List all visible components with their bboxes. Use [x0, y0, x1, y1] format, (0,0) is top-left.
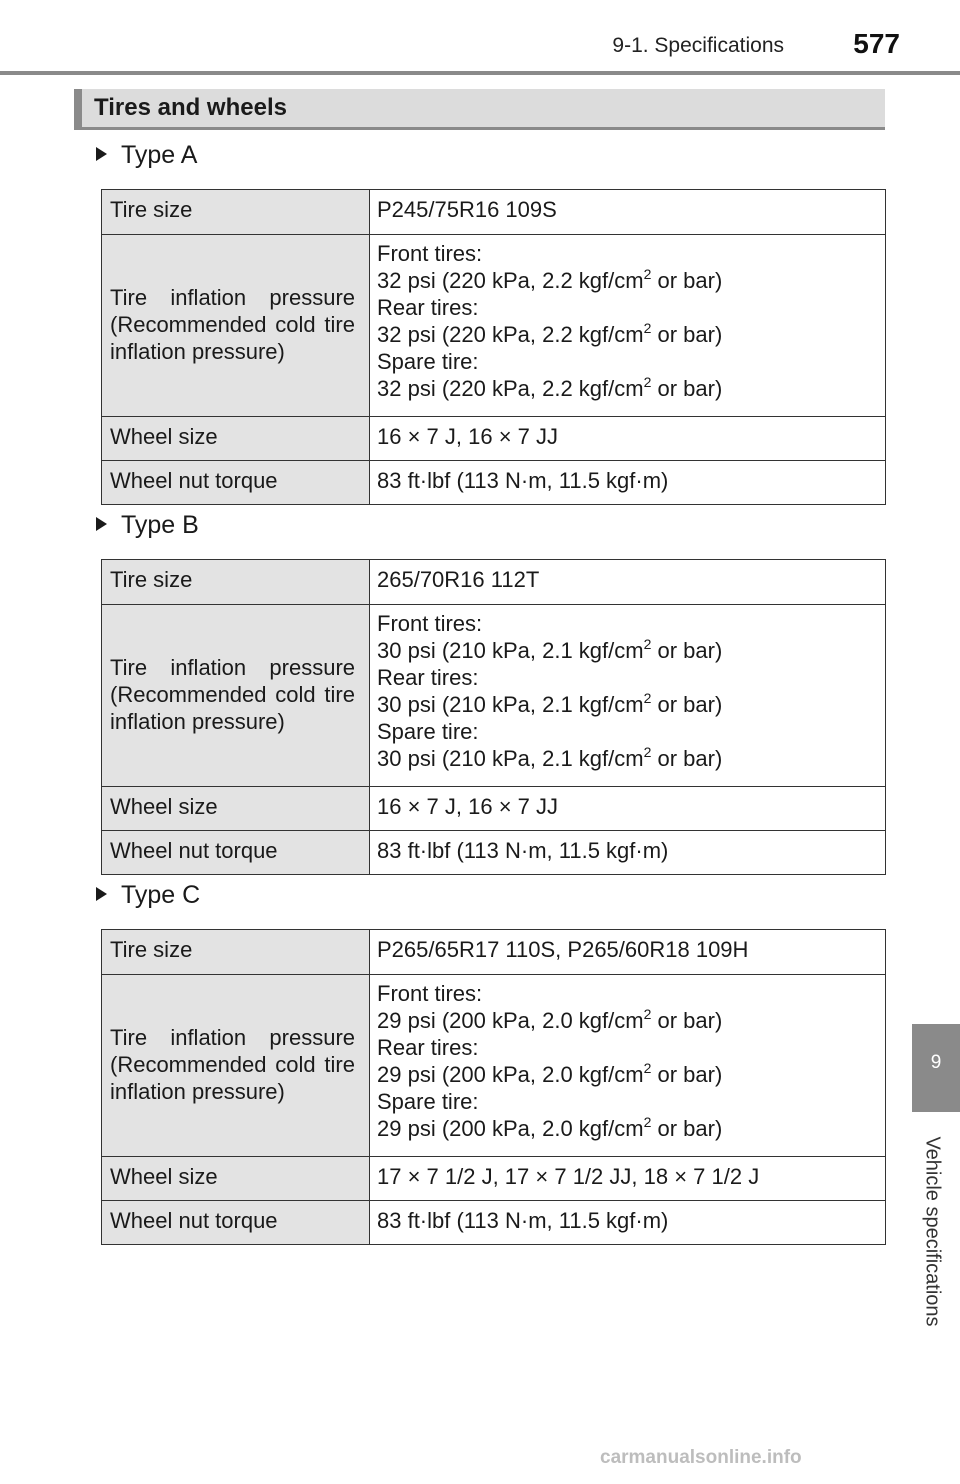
wheel-size-value: 16 × 7 J, 16 × 7 JJ: [370, 787, 886, 831]
inflation-label: Tire inflation pressure (Recommended cold tire inflation pressure): [102, 975, 370, 1157]
table-row: [102, 831, 886, 875]
page-number: 577: [853, 28, 900, 59]
inflation-value: Front tires: 32 psi (220 kPa, 2.2 kgf/$cm^2$ or bar) Rear tires: 32 psi (220 kPa, 2.2 kgf/$cm^2$ or bar) Spare tire: 32 psi (220 kPa, 2.2 kgf/$cm^2$ or bar): [370, 235, 886, 417]
table-row: [102, 930, 886, 975]
table-row: [102, 605, 886, 787]
watermark: carmanualsonline.info: [600, 1447, 802, 1468]
triangle-bullet-icon: [96, 887, 107, 901]
nut-torque-value: 83 ft·lbf (113 N·m, 11.5 kgf·m): [370, 461, 886, 505]
tire-size-value: 265/70R16 112T: [370, 560, 886, 605]
triangle-bullet-icon: [96, 147, 107, 161]
type-a-table: [101, 189, 886, 505]
nut-torque-value: 83 ft·lbf (113 N·m, 11.5 kgf·m): [370, 831, 886, 875]
tire-size-value: P265/65R17 110S, P265/60R18 109H: [370, 930, 886, 975]
type-c-label: Type C: [96, 881, 200, 910]
wheel-size-label: Wheel size: [102, 1157, 370, 1201]
header-section-title: 9-1. Specifications: [612, 34, 784, 57]
table-row: [102, 787, 886, 831]
nut-torque-label: Wheel nut torque: [102, 1201, 370, 1245]
inflation-value: Front tires: 30 psi (210 kPa, 2.1 kgf/$cm^2$ or bar) Rear tires: 30 psi (210 kPa, 2.1 kgf/$cm^2$ or bar) Spare tire: 30 psi (210 kPa, 2.1 kgf/$cm^2$ or bar): [370, 605, 886, 787]
type-b-label: Type B: [96, 511, 199, 540]
table-row: [102, 417, 886, 461]
chapter-tab[interactable]: 9: [912, 1024, 960, 1112]
wheel-size-label: Wheel size: [102, 787, 370, 831]
tire-size-label: Tire size: [102, 930, 370, 975]
tire-size-label: Tire size: [102, 560, 370, 605]
chapter-tab-label: Vehicle specifications: [921, 1136, 944, 1327]
table-row: [102, 975, 886, 1157]
table-row: [102, 1201, 886, 1245]
table-row: [102, 1157, 886, 1201]
wheel-size-value: 17 × 7 1/2 J, 17 × 7 1/2 JJ, 18 × 7 1/2 J: [370, 1157, 886, 1201]
table-row: [102, 190, 886, 235]
type-c-table: [101, 929, 886, 1245]
header-rule: [0, 71, 960, 75]
section-heading: Tires and wheels: [74, 89, 885, 130]
wheel-size-label: Wheel size: [102, 417, 370, 461]
nut-torque-label: Wheel nut torque: [102, 461, 370, 505]
tire-size-label: Tire size: [102, 190, 370, 235]
inflation-value: Front tires: 29 psi (200 kPa, 2.0 kgf/$cm^2$ or bar) Rear tires: 29 psi (200 kPa, 2.0 kgf/$cm^2$ or bar) Spare tire: 29 psi (200 kPa, 2.0 kgf/$cm^2$ or bar): [370, 975, 886, 1157]
table-row: [102, 235, 886, 417]
inflation-label: Tire inflation pressure (Recommended cold tire inflation pressure): [102, 605, 370, 787]
wheel-size-value: 16 × 7 J, 16 × 7 JJ: [370, 417, 886, 461]
tire-size-value: P245/75R16 109S: [370, 190, 886, 235]
type-b-table: [101, 559, 886, 875]
type-a-label: Type A: [96, 141, 197, 170]
table-row: [102, 560, 886, 605]
table-row: [102, 461, 886, 505]
triangle-bullet-icon: [96, 517, 107, 531]
inflation-label: Tire inflation pressure (Recommended cold tire inflation pressure): [102, 235, 370, 417]
nut-torque-label: Wheel nut torque: [102, 831, 370, 875]
nut-torque-value: 83 ft·lbf (113 N·m, 11.5 kgf·m): [370, 1201, 886, 1245]
